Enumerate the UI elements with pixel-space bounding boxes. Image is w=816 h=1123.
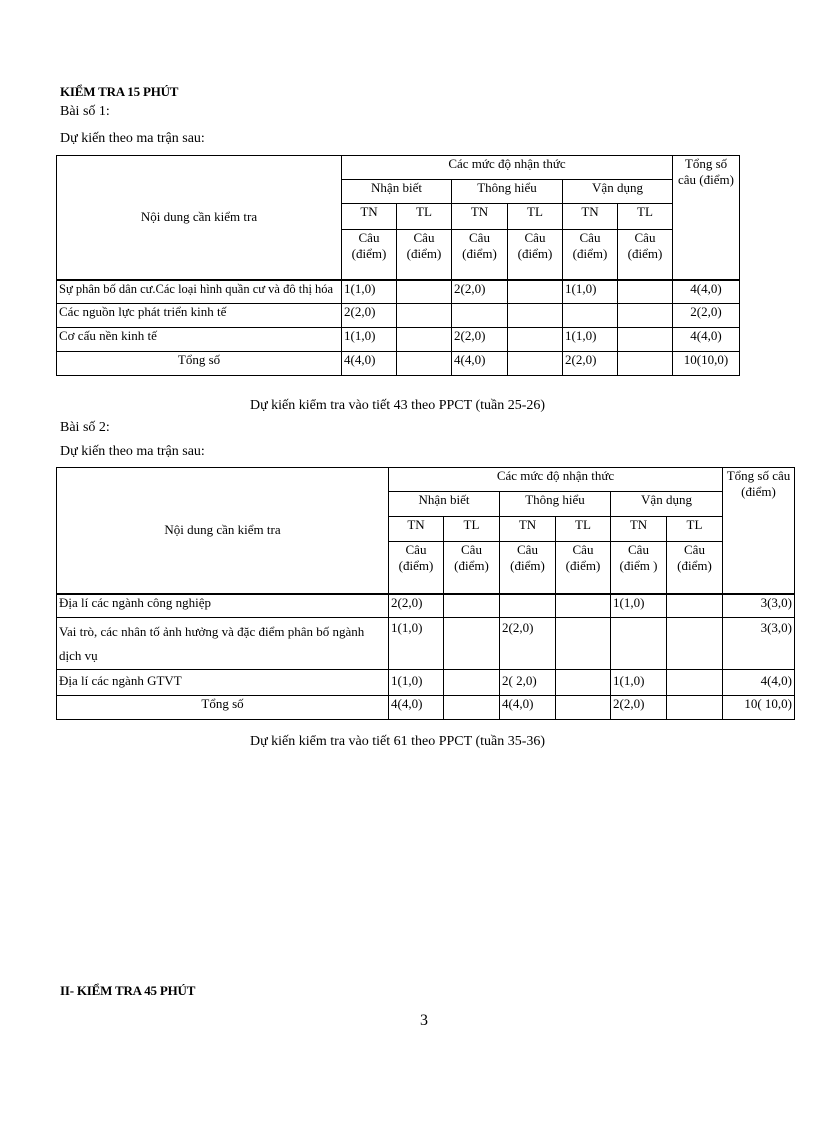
header-unit: Câu (điểm) (667, 542, 723, 594)
sum-vd-tn: 2(2,0) (563, 352, 618, 376)
header-tl: TL (508, 204, 563, 230)
table-row (57, 670, 795, 696)
header-apply: Vận dụng (563, 180, 673, 204)
header-unit: Câu (điểm) (389, 542, 444, 594)
row-content: Sự phân bố dân cư.Các loại hình quần cư và đô thị hóa (57, 280, 342, 304)
sum-th-tn: 4(4,0) (452, 352, 508, 376)
header-content: Nội dung cần kiểm tra (57, 156, 342, 280)
page-number: 3 (420, 1012, 428, 1029)
cell-th-tl (508, 280, 563, 304)
sum-vd-tl (618, 352, 673, 376)
cell-vd-tl (667, 594, 723, 618)
cell-vd-tl (667, 670, 723, 696)
cell-total: 3(3,0) (723, 594, 795, 618)
cell-th-tl (556, 670, 611, 696)
test2-intro: Dự kiến theo ma trận sau: (60, 444, 205, 459)
cell-nb-tn: 2(2,0) (342, 304, 397, 328)
test2-label: Bài số 2: (60, 420, 110, 435)
section-title: KIỂM TRA 15 PHÚT (60, 84, 179, 99)
sum-nb-tl (444, 696, 500, 720)
table-sum-row (57, 352, 740, 376)
cell-total: 4(4,0) (673, 280, 740, 304)
table-row (57, 618, 795, 670)
header-tl: TL (618, 204, 673, 230)
header-unit: Câu (điểm) (452, 230, 508, 280)
test1-intro: Dự kiến theo ma trận sau: (60, 131, 205, 146)
cell-th-tn: 2(2,0) (452, 328, 508, 352)
test1-label: Bài số 1: (60, 104, 110, 119)
cell-nb-tn: 1(1,0) (389, 670, 444, 696)
cell-nb-tl (397, 328, 452, 352)
header-unit: Câu (điểm) (500, 542, 556, 594)
cell-total: 2(2,0) (673, 304, 740, 328)
cell-nb-tn: 2(2,0) (389, 594, 444, 618)
sum-label: Tổng số (57, 696, 389, 720)
cell-vd-tn: 1(1,0) (611, 594, 667, 618)
cell-vd-tl (618, 304, 673, 328)
table-row (57, 328, 740, 352)
row-content: Vai trò, các nhân tố ảnh hưởng và đặc điểm phân bố ngành dịch vụ (57, 618, 389, 670)
header-total: Tổng số câu (điểm) (723, 468, 795, 594)
sum-nb-tl (397, 352, 452, 376)
header-tl: TL (556, 517, 611, 542)
cell-th-tl (508, 328, 563, 352)
sum-nb-tn: 4(4,0) (342, 352, 397, 376)
header-unit: Câu (điểm) (618, 230, 673, 280)
header-tl: TL (444, 517, 500, 542)
header-recognize: Nhận biết (389, 492, 500, 517)
header-tn: TN (452, 204, 508, 230)
table-sum-row (57, 696, 795, 720)
cell-vd-tn: 1(1,0) (563, 328, 618, 352)
cell-nb-tn: 1(1,0) (342, 328, 397, 352)
sum-total: 10(10,0) (673, 352, 740, 376)
cell-vd-tl (618, 280, 673, 304)
row-content: Các nguồn lực phát triển kinh tế (57, 304, 342, 328)
header-unit: Câu (điểm ) (611, 542, 667, 594)
test1-schedule: Dự kiến kiểm tra vào tiết 43 theo PPCT (tuần 25-26) (249, 398, 546, 413)
cell-vd-tn: 1(1,0) (563, 280, 618, 304)
header-unit: Câu (điểm) (563, 230, 618, 280)
cell-total: 4(4,0) (673, 328, 740, 352)
sum-th-tl (556, 696, 611, 720)
header-unit: Câu (điểm) (397, 230, 452, 280)
header-unit: Câu (điểm) (508, 230, 563, 280)
test2-schedule: Dự kiến kiểm tra vào tiết 61 theo PPCT (tuần 35-36) (249, 734, 546, 749)
header-understand: Thông hiểu (500, 492, 611, 517)
header-unit: Câu (điểm) (556, 542, 611, 594)
sum-vd-tn: 2(2,0) (611, 696, 667, 720)
header-unit: Câu (điểm) (342, 230, 397, 280)
sum-th-tn: 4(4,0) (500, 696, 556, 720)
sum-nb-tn: 4(4,0) (389, 696, 444, 720)
cell-nb-tl (397, 280, 452, 304)
header-tn: TN (342, 204, 397, 230)
cell-th-tl (508, 304, 563, 328)
table-row (57, 280, 740, 304)
cell-vd-tl (667, 618, 723, 670)
section-title: II- KIỂM TRA 45 PHÚT (60, 983, 196, 998)
sum-vd-tl (667, 696, 723, 720)
cell-nb-tn: 1(1,0) (389, 618, 444, 670)
test1-matrix-table (56, 155, 740, 376)
header-unit: Câu (điểm) (444, 542, 500, 594)
cell-nb-tl (444, 618, 500, 670)
row-content: Địa lí các ngành công nghiệp (57, 594, 389, 618)
table-row (57, 594, 795, 618)
header-apply: Vận dụng (611, 492, 723, 517)
cell-nb-tl (444, 594, 500, 618)
cell-vd-tn (563, 304, 618, 328)
header-total: Tổng số câu (điểm) (673, 156, 740, 280)
cell-th-tn (500, 594, 556, 618)
row-content: Địa lí các ngành GTVT (57, 670, 389, 696)
sum-th-tl (508, 352, 563, 376)
sum-total: 10( 10,0) (723, 696, 795, 720)
cell-vd-tn (611, 618, 667, 670)
cell-th-tl (556, 594, 611, 618)
header-recognize: Nhận biết (342, 180, 452, 204)
header-content: Nội dung cần kiểm tra (57, 468, 389, 594)
cell-th-tn: 2(2,0) (452, 280, 508, 304)
header-tn: TN (611, 517, 667, 542)
test2-matrix-table (56, 467, 795, 720)
header-levels: Các mức độ nhận thức (342, 156, 673, 180)
sum-label: Tổng số (57, 352, 342, 376)
header-tl: TL (667, 517, 723, 542)
header-understand: Thông hiểu (452, 180, 563, 204)
cell-nb-tl (397, 304, 452, 328)
row-content: Cơ cấu nền kinh tế (57, 328, 342, 352)
cell-total: 3(3,0) (723, 618, 795, 670)
header-tl: TL (397, 204, 452, 230)
table-row (57, 304, 740, 328)
cell-vd-tl (618, 328, 673, 352)
header-levels: Các mức độ nhận thức (389, 468, 723, 492)
cell-nb-tn: 1(1,0) (342, 280, 397, 304)
cell-vd-tn: 1(1,0) (611, 670, 667, 696)
cell-total: 4(4,0) (723, 670, 795, 696)
cell-th-tn: 2(2,0) (500, 618, 556, 670)
cell-th-tn (452, 304, 508, 328)
cell-th-tn: 2( 2,0) (500, 670, 556, 696)
cell-th-tl (556, 618, 611, 670)
header-tn: TN (500, 517, 556, 542)
header-tn: TN (389, 517, 444, 542)
cell-nb-tl (444, 670, 500, 696)
header-tn: TN (563, 204, 618, 230)
